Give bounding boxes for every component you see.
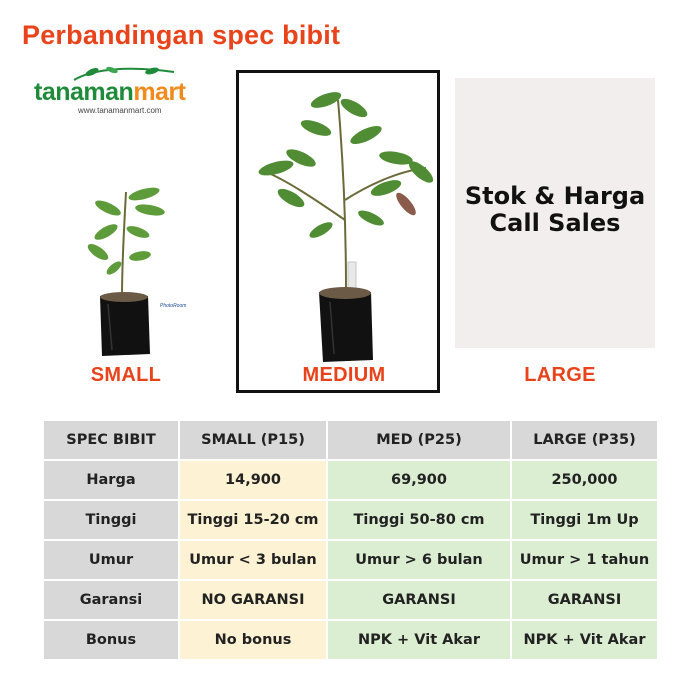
call-sales-line: Call Sales <box>489 209 621 237</box>
table-cell: Umur < 3 bulan <box>180 541 326 581</box>
size-label-medium: MEDIUM <box>302 364 386 386</box>
table-cell: Tinggi 1m Up <box>512 501 657 541</box>
medium-pot <box>319 287 373 362</box>
table-cell: 250,000 <box>512 461 657 501</box>
table-cell: 69,900 <box>328 461 510 501</box>
logo-wordmark: tanamanmart <box>34 78 186 106</box>
table-row <box>44 621 657 661</box>
row-label: Bonus <box>44 621 178 661</box>
call-sales-text <box>455 183 655 237</box>
stock-price-line: Stok & Harga <box>464 182 646 210</box>
table-cell: Umur > 1 tahun <box>512 541 657 581</box>
table-row <box>44 581 657 621</box>
header-small: SMALL (P15) <box>180 421 326 461</box>
spec-comparison-table <box>42 421 659 661</box>
row-label: Harga <box>44 461 178 501</box>
page-title: Perbandingan spec bibit <box>22 20 341 50</box>
medium-seedling-image <box>246 80 436 370</box>
table-cell: NPK + Vit Akar <box>512 621 657 661</box>
table-cell: GARANSI <box>328 581 510 621</box>
logo-url: www.tanamanmart.com <box>78 106 162 115</box>
table-cell: NO GARANSI <box>180 581 326 621</box>
table-cell: Tinggi 15-20 cm <box>180 501 326 541</box>
table-cell: GARANSI <box>512 581 657 621</box>
row-label: Umur <box>44 541 178 581</box>
large-placeholder-panel <box>455 78 655 348</box>
size-label-small: SMALL <box>90 364 162 386</box>
table-header-row <box>44 421 657 461</box>
small-seedling-image <box>78 180 188 360</box>
brand-logo <box>34 66 199 121</box>
table-cell: 14,900 <box>180 461 326 501</box>
header-med: MED (P25) <box>328 421 510 461</box>
row-label: Tinggi <box>44 501 178 541</box>
table-row <box>44 541 657 581</box>
size-label-large: LARGE <box>524 364 596 386</box>
table-cell: Umur > 6 bulan <box>328 541 510 581</box>
row-label: Garansi <box>44 581 178 621</box>
header-large: LARGE (P35) <box>512 421 657 461</box>
pot-tag-text: PhotoRoom <box>160 303 187 309</box>
small-pot <box>100 292 150 356</box>
table-cell: Tinggi 50-80 cm <box>328 501 510 541</box>
table-row <box>44 501 657 541</box>
header-spec: SPEC BIBIT <box>44 421 178 461</box>
table-cell: NPK + Vit Akar <box>328 621 510 661</box>
table-row <box>44 461 657 501</box>
table-cell: No bonus <box>180 621 326 661</box>
